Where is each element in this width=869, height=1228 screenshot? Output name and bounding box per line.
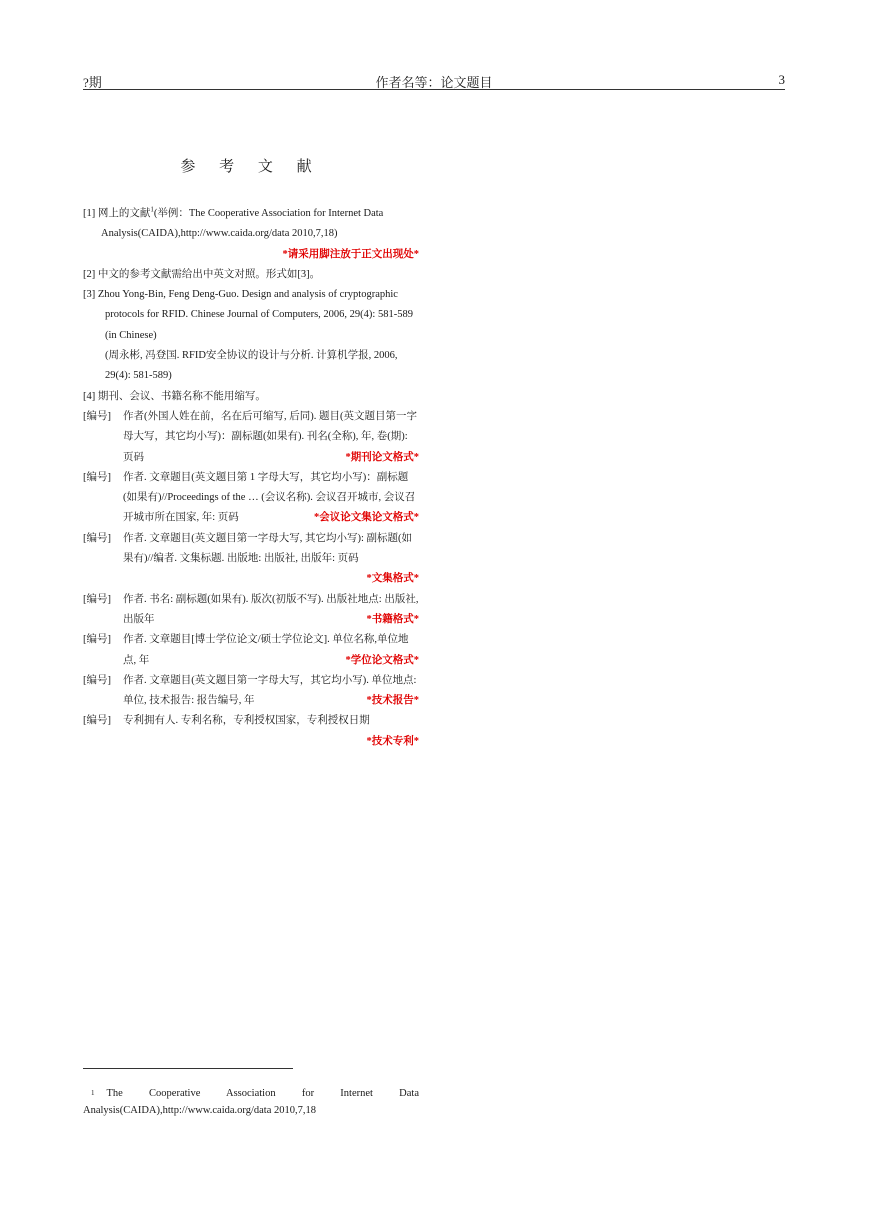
issue-label: ?期	[83, 75, 102, 90]
template-number: [编号]	[83, 634, 111, 646]
page-number: 3	[778, 72, 785, 87]
reference-1-note: *请采用脚注放于正文出现处*	[282, 248, 419, 260]
template-format-note: *技术报告*	[366, 695, 419, 707]
template-number: [编号]	[83, 674, 111, 686]
template-text: 作者. 文章题目(英文题目第 1 字母大写，其它均小写)：副标题(如果有)//Proceedings of the … (会议名称). 会议召开城市, 会议召开城市所在国家, 年: 页码	[123, 471, 416, 524]
reference-3-chinese: (周永彬, 冯登国. RFID安全协议的设计与分析. 计算机学报, 2006, 29(4): 581-589)	[105, 350, 398, 382]
template-body	[123, 711, 419, 731]
format-template-entry	[83, 711, 419, 731]
template-number: [编号]	[83, 532, 111, 544]
template-number: [编号]	[83, 410, 111, 422]
template-format-note: *学位论文格式*	[345, 654, 419, 666]
footnote-rule	[83, 1068, 293, 1069]
reference-4: [4] 期刊、会议、书籍名称不能用缩写。	[83, 390, 266, 402]
footnote-marker: 1	[150, 205, 154, 214]
template-format-note: *文集格式*	[366, 573, 419, 585]
reference-list	[83, 204, 419, 752]
running-title: 作者名等：论文题目	[375, 75, 493, 90]
template-text: 作者. 文章题目(英文题目第一字母大写, 其它均小写): 副标题(如果有)//编者. 文集标题. 出版地: 出版社, 出版年: 页码	[123, 532, 413, 565]
footnote-number: 1	[91, 1089, 95, 1098]
template-text: 作者. 文章题目(英文题目第一字母大写，其它均小写). 单位地点: 单位, 技术报告: 报告编号, 年	[123, 674, 417, 707]
template-format-note: *书籍格式*	[366, 613, 419, 625]
template-number: [编号]	[83, 593, 111, 605]
page-header	[83, 70, 785, 90]
template-text: 作者. 书名: 副标题(如果有). 版次(初版不写). 出版社地点: 出版社, 出版年	[123, 593, 419, 625]
template-body	[123, 529, 419, 570]
format-template-entry	[83, 529, 419, 570]
template-format-note: *会议论文集论文格式*	[314, 512, 419, 524]
template-text: 专利拥有人. 专利名称，专利授权国家，专利授权日期	[123, 715, 370, 727]
template-number: [编号]	[83, 471, 111, 483]
template-number: [编号]	[83, 715, 111, 727]
template-format-note: *期刊论文格式*	[345, 451, 419, 463]
footnote	[83, 1085, 419, 1119]
references-heading: 参 考 文 献	[180, 159, 322, 175]
reference-2: [2] 中文的参考文献需给出中英文对照。形式如[3]。	[83, 268, 321, 280]
reference-1: [1] 网上的文献$^1$(举例：The Cooperative Association for Internet Data Analysis(CAIDA),http://www.caida.org/data 2010,7,18)	[83, 205, 384, 240]
template-text: 作者(外国人姓在前，名在后可缩写, 后同). 题目(英文题目第一字母大写，其它均小写)：副标题(如果有). 刊名(全称), 年, 卷(期): 页码	[123, 410, 417, 463]
format-templates	[83, 407, 419, 752]
footnote-text: The Cooperative Association for Internet Data Analysis(CAIDA),http://www.caida.org/data 2010,7,18	[83, 1088, 419, 1117]
template-text: 作者. 文章题目[博士学位论文/硕士学位论文]. 单位名称,单位地点, 年	[123, 634, 409, 666]
reference-3-english: [3] Zhou Yong-Bin, Feng Deng-Guo. Design and analysis of cryptographic protocols for RFID. Chinese Journal of Computers, 2006, 29(4): 581-589 (in Chinese)	[83, 289, 413, 341]
template-format-note: *技术专利*	[366, 735, 419, 747]
